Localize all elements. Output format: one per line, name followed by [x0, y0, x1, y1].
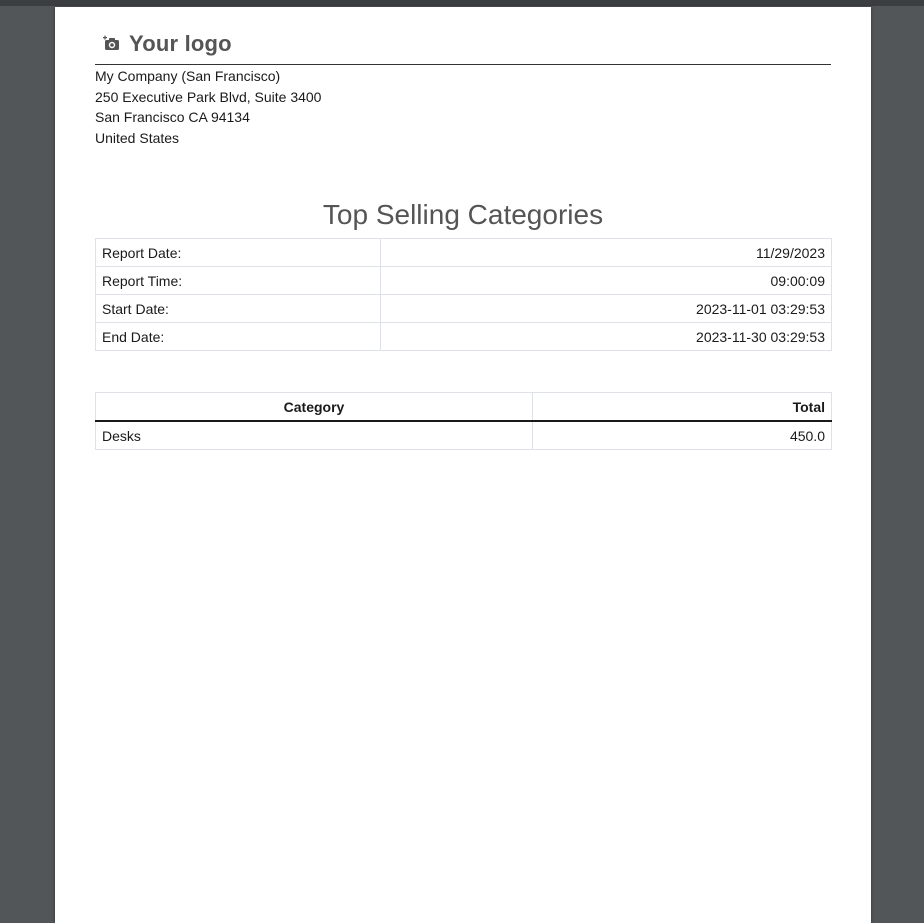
report-title: Top Selling Categories	[322, 199, 604, 230]
header-divider	[95, 64, 831, 65]
info-label: Report Time:	[96, 267, 381, 295]
category-cell: Desks	[96, 421, 533, 450]
report-info-table	[95, 238, 832, 351]
company-logo	[103, 31, 232, 57]
camera-icon	[103, 35, 121, 53]
company-street: 250 Executive Park Blvd, Suite 3400	[95, 88, 322, 105]
info-value: 11/29/2023	[381, 239, 832, 267]
info-value: 09:00:09	[381, 267, 832, 295]
company-name: My Company (San Francisco)	[95, 68, 281, 84]
info-row-report-time	[96, 267, 832, 295]
info-label: Report Date:	[96, 239, 381, 267]
viewer-toolbar-strip	[0, 0, 924, 6]
column-header-total: Total	[533, 393, 832, 422]
info-label: End Date:	[96, 323, 381, 351]
table-header-row	[96, 393, 832, 422]
info-label: Start Date:	[96, 295, 381, 323]
total-cell: 450.0	[533, 421, 832, 450]
category-table	[95, 392, 832, 450]
table-row	[96, 421, 832, 450]
info-row-report-date	[96, 239, 832, 267]
company-city: San Francisco CA 94134	[95, 109, 250, 125]
company-country: United States	[95, 129, 180, 146]
company-address	[95, 66, 321, 148]
logo-text: Your logo	[129, 31, 232, 56]
report-page	[55, 7, 871, 923]
info-row-end-date	[96, 323, 832, 351]
info-value: 2023-11-01 03:29:53	[381, 295, 832, 323]
info-row-start-date	[96, 295, 832, 323]
column-header-category: Category	[96, 393, 533, 422]
info-value: 2023-11-30 03:29:53	[381, 323, 832, 351]
